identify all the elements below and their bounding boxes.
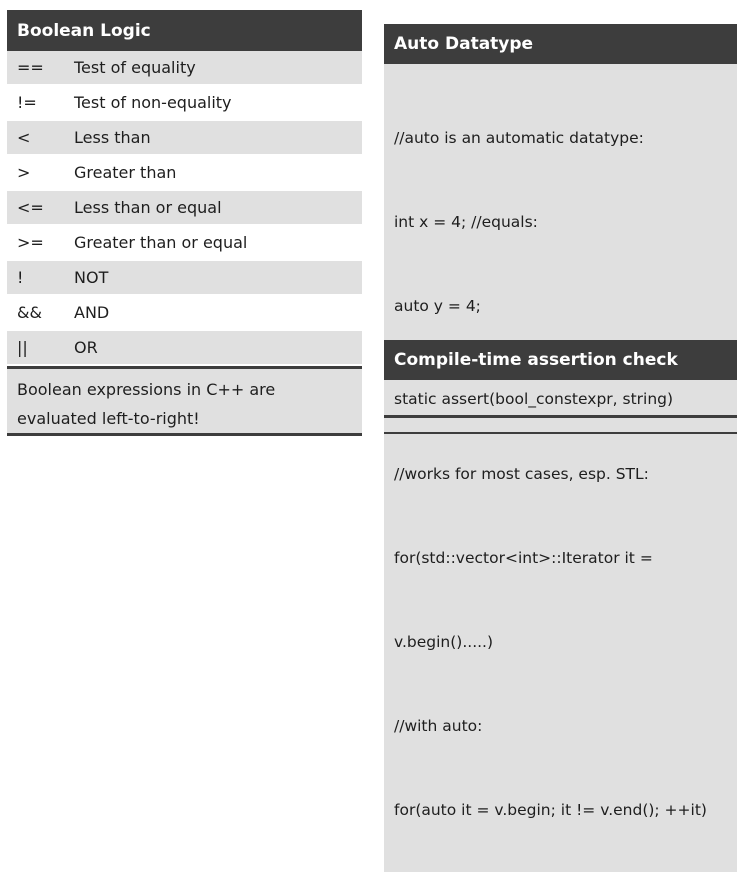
operator-cell: ==	[17, 58, 44, 77]
description-cell: Greater than	[74, 163, 177, 182]
code-line: int x = 4; //equals:	[394, 213, 538, 231]
code-line: //works for most cases, esp. STL:	[394, 465, 649, 483]
code-line: //auto is an automatic datatype:	[394, 129, 644, 147]
operator-cell: &&	[17, 303, 42, 322]
operator-cell: <	[17, 128, 31, 147]
description-cell: Test of non-equality	[74, 93, 232, 112]
assertion-title: Compile-time assertion check	[384, 340, 737, 380]
boolean-note	[7, 366, 362, 436]
description-cell: OR	[74, 338, 98, 357]
boolean-logic-title: Boolean Logic	[7, 10, 362, 51]
next-panel-edge	[384, 432, 737, 438]
operator-cell: >=	[17, 233, 44, 252]
code-line: for(auto it = v.begin; it != v.end(); ++it)	[394, 801, 707, 819]
description-cell: Greater than or equal	[74, 233, 248, 252]
operator-cell: <=	[17, 198, 44, 217]
table-row	[7, 191, 362, 226]
table-row	[7, 86, 362, 121]
table-row	[7, 261, 362, 296]
assertion-code: static assert(bool_constexpr, string)	[384, 380, 737, 418]
table-row	[7, 296, 362, 331]
auto-datatype-code	[384, 64, 737, 872]
table-row	[7, 331, 362, 366]
auto-datatype-title: Auto Datatype	[384, 24, 737, 64]
table-row	[7, 51, 362, 86]
assertion-panel	[384, 340, 737, 418]
note-line: Boolean expressions in C++ are	[17, 380, 276, 399]
operator-cell: >	[17, 163, 31, 182]
description-cell: Test of equality	[74, 58, 196, 77]
description-cell: Less than or equal	[74, 198, 222, 217]
code-line: //with auto:	[394, 717, 483, 735]
code-line: v.begin().....)	[394, 633, 494, 651]
description-cell: NOT	[74, 268, 109, 287]
auto-datatype-panel	[384, 24, 737, 872]
note-line: evaluated left-to-right!	[17, 409, 200, 428]
code-line: for(std::vector<int>::Iterator it =	[394, 549, 653, 567]
table-row	[7, 156, 362, 191]
code-line: auto y = 4;	[394, 297, 481, 315]
description-cell: Less than	[74, 128, 151, 147]
table-row	[7, 121, 362, 156]
operator-cell: ||	[17, 338, 28, 357]
operator-cell: !=	[17, 93, 37, 112]
table-row	[7, 226, 362, 261]
description-cell: AND	[74, 303, 110, 322]
boolean-logic-panel	[7, 10, 362, 436]
operator-cell: !	[17, 268, 24, 287]
